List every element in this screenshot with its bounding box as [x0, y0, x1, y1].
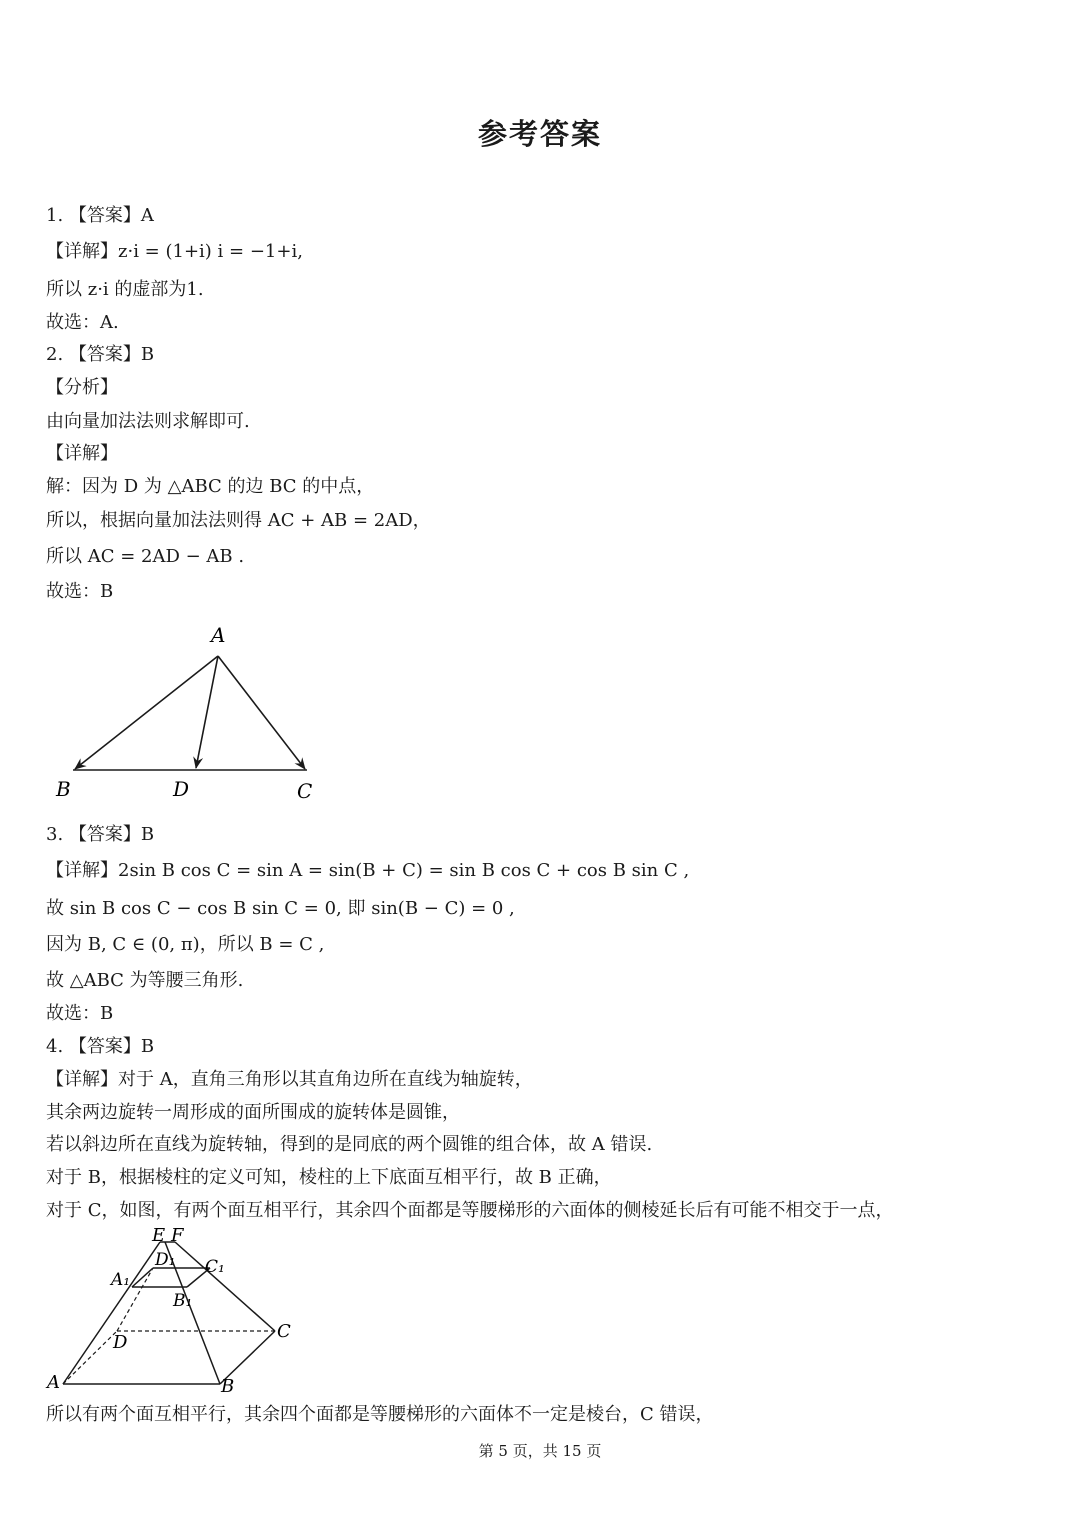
vector-AB [75, 656, 218, 769]
label-D: D [113, 1332, 128, 1353]
q2-answer: 2. 【答案】B [46, 344, 155, 365]
q2-choice: 故选：B [46, 581, 114, 602]
page-title: 参考答案 [477, 117, 602, 151]
q1-answer: 1. 【答案】A [46, 205, 154, 226]
q3-answer: 3. 【答案】B [46, 824, 155, 845]
q2-analysis-label: 【分析】 [46, 377, 118, 398]
label-F: F [171, 1228, 184, 1246]
q2-line1: 解：因为 D 为 △ABC 的边 BC 的中点， [46, 476, 375, 497]
q3-line3: 因为 B, C ∈ (0, π)，所以 B = C , [46, 934, 325, 955]
label-A1: A₁ [111, 1270, 131, 1290]
label-B1: B₁ [173, 1291, 193, 1311]
q4-line1: 【详解】对于 A，直角三角形以其直角边所在直线为轴旋转， [46, 1069, 533, 1090]
q1-choice: 故选：A. [46, 312, 119, 333]
q4-line3: 若以斜边所在直线为旋转轴，得到的是同底的两个圆锥的组合体，故 A 错误. [46, 1134, 653, 1155]
q3-detail: 【详解】2sin B cos C = sin A = sin(B + C) = sin B cos C + cos B sin C , [46, 860, 690, 881]
label-E: E [152, 1228, 166, 1246]
q2-line3: 所以 AC = 2AD − AB . [46, 546, 245, 567]
label-A: A [47, 1372, 60, 1393]
hexahedron-figure [45, 1228, 315, 1398]
vector-AC [218, 656, 305, 769]
q2-analysis: 由向量加法法则求解即可. [46, 411, 250, 432]
q3-line4: 故 △ABC 为等腰三角形. [46, 970, 244, 991]
label-C1: C₁ [205, 1257, 225, 1277]
label-D1: D₁ [155, 1250, 176, 1270]
q2-detail-label: 【详解】 [46, 443, 118, 464]
q3-line2: 故 sin B cos C − cos B sin C = 0, 即 sin(B − C) = 0 , [46, 898, 515, 919]
triangle-figure [45, 620, 345, 810]
q4-line5: 对于 C，如图，有两个面互相平行，其余四个面都是等腰梯形的六面体的侧棱延长后有可能不相交于一点， [46, 1200, 894, 1221]
label-B: B [221, 1376, 235, 1397]
label-D: D [173, 777, 190, 801]
label-A: A [211, 623, 226, 647]
q1-line2: 所以 z·i 的虚部为1. [46, 279, 204, 300]
q1-detail: 【详解】z·i = (1+i) i = −1+i, [46, 241, 303, 262]
page-footer: 第 5 页，共 15 页 [478, 1442, 602, 1460]
q4-line6: 所以有两个面互相平行，其余四个面都是等腰梯形的六面体不一定是棱台，C 错误， [46, 1404, 714, 1425]
q4-answer: 4. 【答案】B [46, 1036, 155, 1057]
vector-AD [196, 656, 218, 768]
label-B: B [56, 777, 71, 801]
q4-line2: 其余两边旋转一周形成的面所围成的旋转体是圆锥， [46, 1102, 460, 1123]
q2-line2: 所以，根据向量加法法则得 AC + AB = 2AD， [46, 510, 431, 531]
label-C: C [297, 779, 313, 803]
q3-choice: 故选：B [46, 1003, 114, 1024]
label-C: C [277, 1321, 291, 1342]
q4-line4: 对于 B，根据棱柱的定义可知，棱柱的上下底面互相平行，故 B 正确， [46, 1167, 612, 1188]
